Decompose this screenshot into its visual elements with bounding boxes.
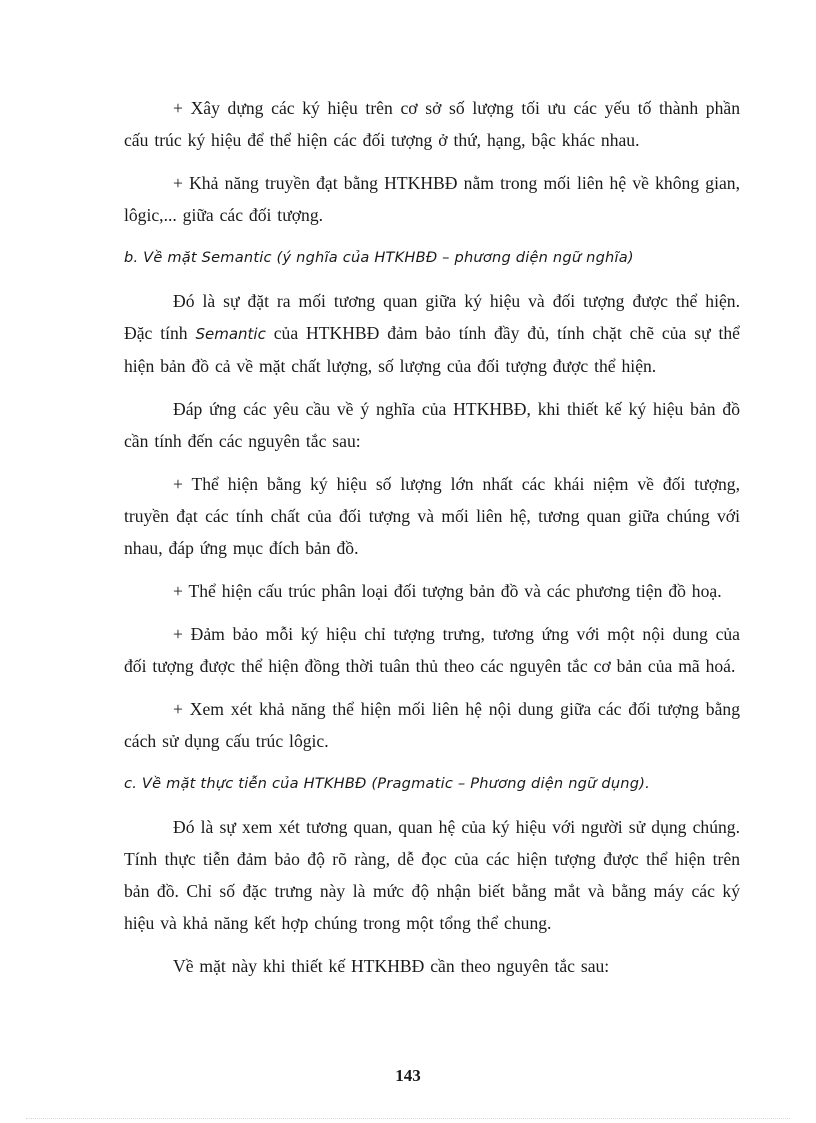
page-number: 143 <box>395 1066 421 1085</box>
paragraph-pragmatic-definition: Đó là sự xem xét tương quan, quan hệ của ký hiệu với người sử dụng chúng. Tính thực tiễn đảm bảo độ rõ ràng, dễ đọc của các hiện tượng được thể hiện trên bản đồ. Chỉ số đặc trưng này là mức độ nhận biết bằng mắt và bằng máy các ký hiệu và khả năng kết hợp chúng trong một tổng thể chung. <box>124 817 740 933</box>
paragraph-symbol-construction: + Xây dựng các ký hiệu trên cơ sở số lượng tối ưu các yếu tố thành phần cấu trúc ký hiệu để thể hiện các đối tượng ở thứ, hạng, bậc khác nhau. <box>124 98 740 150</box>
list-item-logical-structure: + Xem xét khả năng thể hiện mối liên hệ nội dung giữa các đối tượng bằng cách sử dụng cấu trúc lôgic. <box>124 699 740 751</box>
semantic-text-after: của HTKHBĐ đảm bảo tính đầy đủ, tính chặt chẽ của sự thể hiện bản đồ cả về mặt chất lượng, số lượng của đối tượng được thể hiện. <box>124 323 740 376</box>
semantic-text-before: Đó là sự đặt ra mối tương quan giữa ký hiệu và đối tượng được thể hiện. Đặc tính <box>124 291 740 343</box>
paragraph-semantic-definition <box>124 285 740 382</box>
paragraph-pragmatic-principles: Về mặt này khi thiết kế HTKHBĐ cần theo nguyên tắc sau: <box>173 956 610 976</box>
paragraph-transmission-ability: + Khả năng truyền đạt bằng HTKHBĐ nằm trong mối liên hệ về không gian, lôgic,... giữa các đối tượng. <box>124 173 740 225</box>
section-heading-semantic: b. Về mặt Semantic (ý nghĩa của HTKHBĐ – phương diện ngữ nghĩa) <box>124 249 634 266</box>
list-item-symbol-correspondence: + Đảm bảo mỗi ký hiệu chỉ tượng trưng, tương ứng với một nội dung của đối tượng được thể hiện đồng thời tuân thủ theo các nguyên tắc cơ bản của mã hoá. <box>124 624 740 676</box>
semantic-term: Semantic <box>195 325 266 343</box>
page-body <box>124 92 740 993</box>
paragraph-semantic-requirements: Đáp ứng các yêu cầu về ý nghĩa của HTKHBĐ, khi thiết kế ký hiệu bản đồ cần tính đến các nguyên tắc sau: <box>124 399 740 451</box>
footer-divider <box>26 1118 790 1119</box>
list-item-classification-structure: + Thể hiện cấu trúc phân loại đối tượng bản đồ và các phương tiện đồ hoạ. <box>173 581 722 601</box>
list-item-max-concepts: + Thể hiện bằng ký hiệu số lượng lớn nhất các khái niệm về đối tượng, truyền đạt các tính chất của đối tượng và mối liên hệ, tương quan giữa chúng với nhau, đáp ứng mục đích bản đồ. <box>124 474 740 558</box>
section-heading-pragmatic: c. Về mặt thực tiễn của HTKHBĐ (Pragmatic – Phương diện ngữ dụng). <box>124 775 650 792</box>
